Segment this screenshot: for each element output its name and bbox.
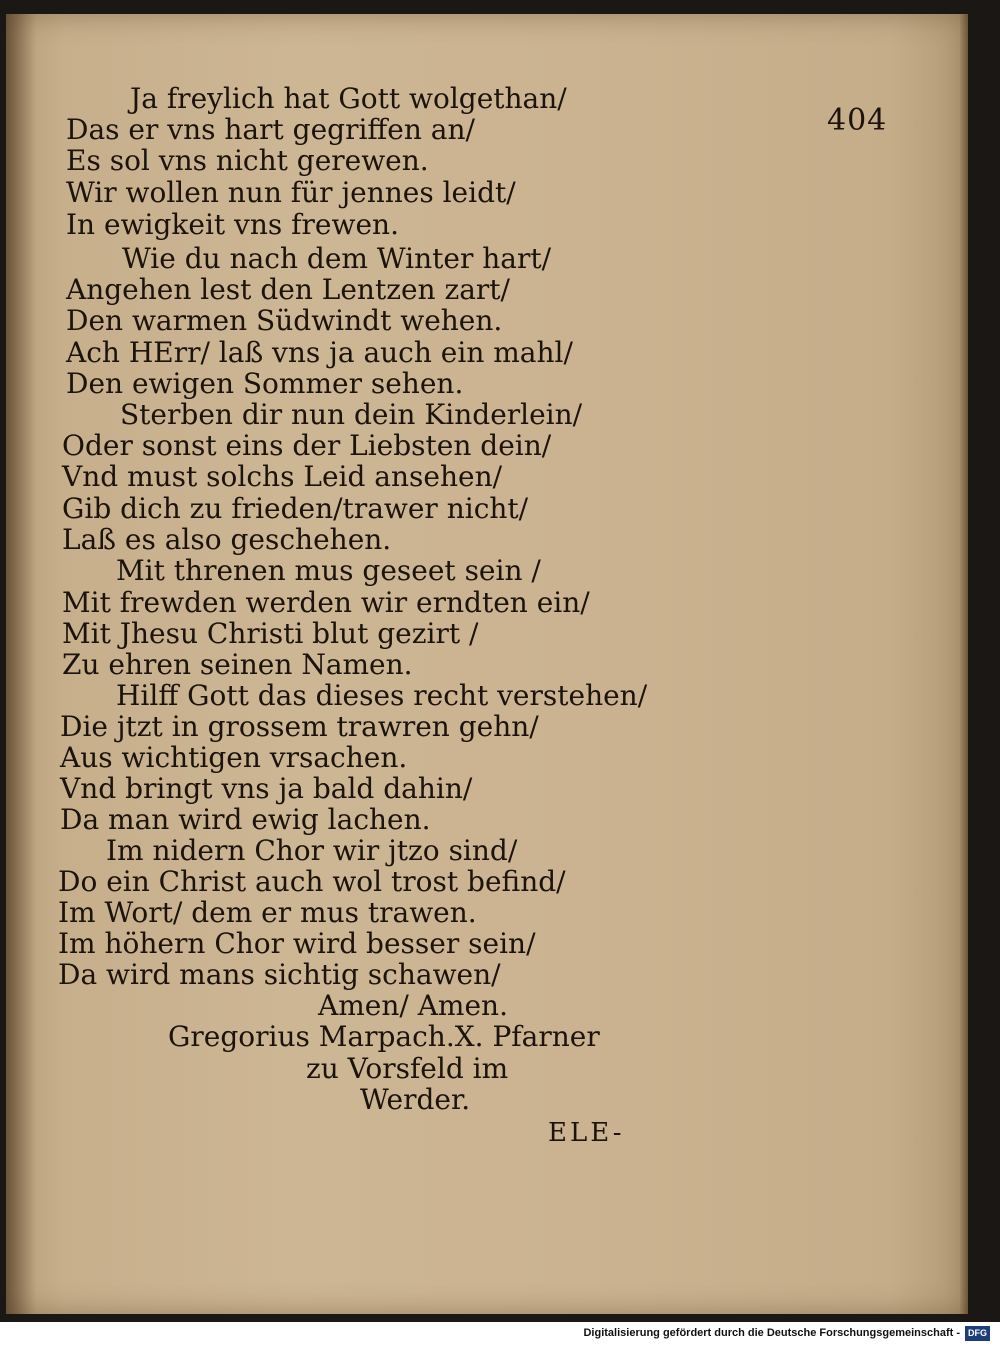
hymn-line: Aus wichtigen vrsachen. [60,741,408,774]
hymn-line: Es sol vns nicht gerewen. [66,144,429,177]
hymn-line: Den ewigen Sommer sehen. [66,367,464,400]
hymn-line: In ewigkeit vns frewen. [66,208,399,241]
hymn-line: Da wird mans sichtig schawen/ [58,958,501,991]
hymn-line: Hilff Gott das dieses recht verstehen/ [116,679,648,712]
hymn-line: Vnd bringt vns ja bald dahin/ [60,772,473,805]
hymn-line: Da man wird ewig lachen. [60,803,431,836]
hymn-line: Ja freylich hat Gott wolgethan/ [130,82,567,115]
page-number: 404 [827,103,888,138]
hymn-line: Oder sonst eins der Liebsten dein/ [62,429,552,462]
catchword: ELE- [548,1118,625,1148]
hymn-line: Wir wollen nun für jennes leidt/ [66,176,516,209]
hymn-line: Mit frewden werden wir erndten ein/ [62,586,590,619]
hymn-line: Laß es also geschehen. [62,523,392,556]
hymn-line: Zu ehren seinen Namen. [62,648,413,681]
hymn-line: Das er vns hart gegriffen an/ [66,113,475,146]
dfg-logo: DFG [965,1326,990,1341]
hymn-line: Ach HErr/ laß vns ja auch ein mahl/ [66,336,573,369]
hymn-line: Sterben dir nun dein Kinderlein/ [120,398,583,431]
hymn-line: Im Wort/ dem er mus trawen. [58,896,477,929]
hymn-line: Mit Jhesu Christi blut gezirt / [62,617,479,650]
hymn-line: Wie du nach dem Winter hart/ [122,242,552,275]
hymn-line: Do ein Christ auch wol trost befind/ [58,865,566,898]
author-line: Gregorius Marpach.X. Pfarner [168,1020,600,1053]
binding-shadow [6,14,36,1314]
author-line: zu Vorsfeld im [306,1052,509,1085]
closing-amen: Amen/ Amen. [318,989,508,1022]
hymn-line: Angehen lest den Lentzen zart/ [66,273,510,306]
hymn-line: Den warmen Südwindt wehen. [66,304,503,337]
page-edge [960,14,968,1314]
dfg-credit: Digitalisierung gefördert durch die Deutsche Forschungsgemeinschaft - [583,1327,960,1339]
hymn-line: Im nidern Chor wir jtzo sind/ [106,834,518,867]
hymn-line: Gib dich zu frieden/trawer nicht/ [62,492,529,525]
hymn-line: Mit threnen mus geseet sein / [116,554,541,587]
hymn-line: Vnd must solchs Leid ansehen/ [62,460,503,493]
hymn-line: Im höhern Chor wird besser sein/ [58,927,536,960]
author-line: Werder. [360,1083,471,1116]
hymn-line: Die jtzt in grossem trawren gehn/ [60,710,539,743]
footer-bar [0,1322,1000,1348]
